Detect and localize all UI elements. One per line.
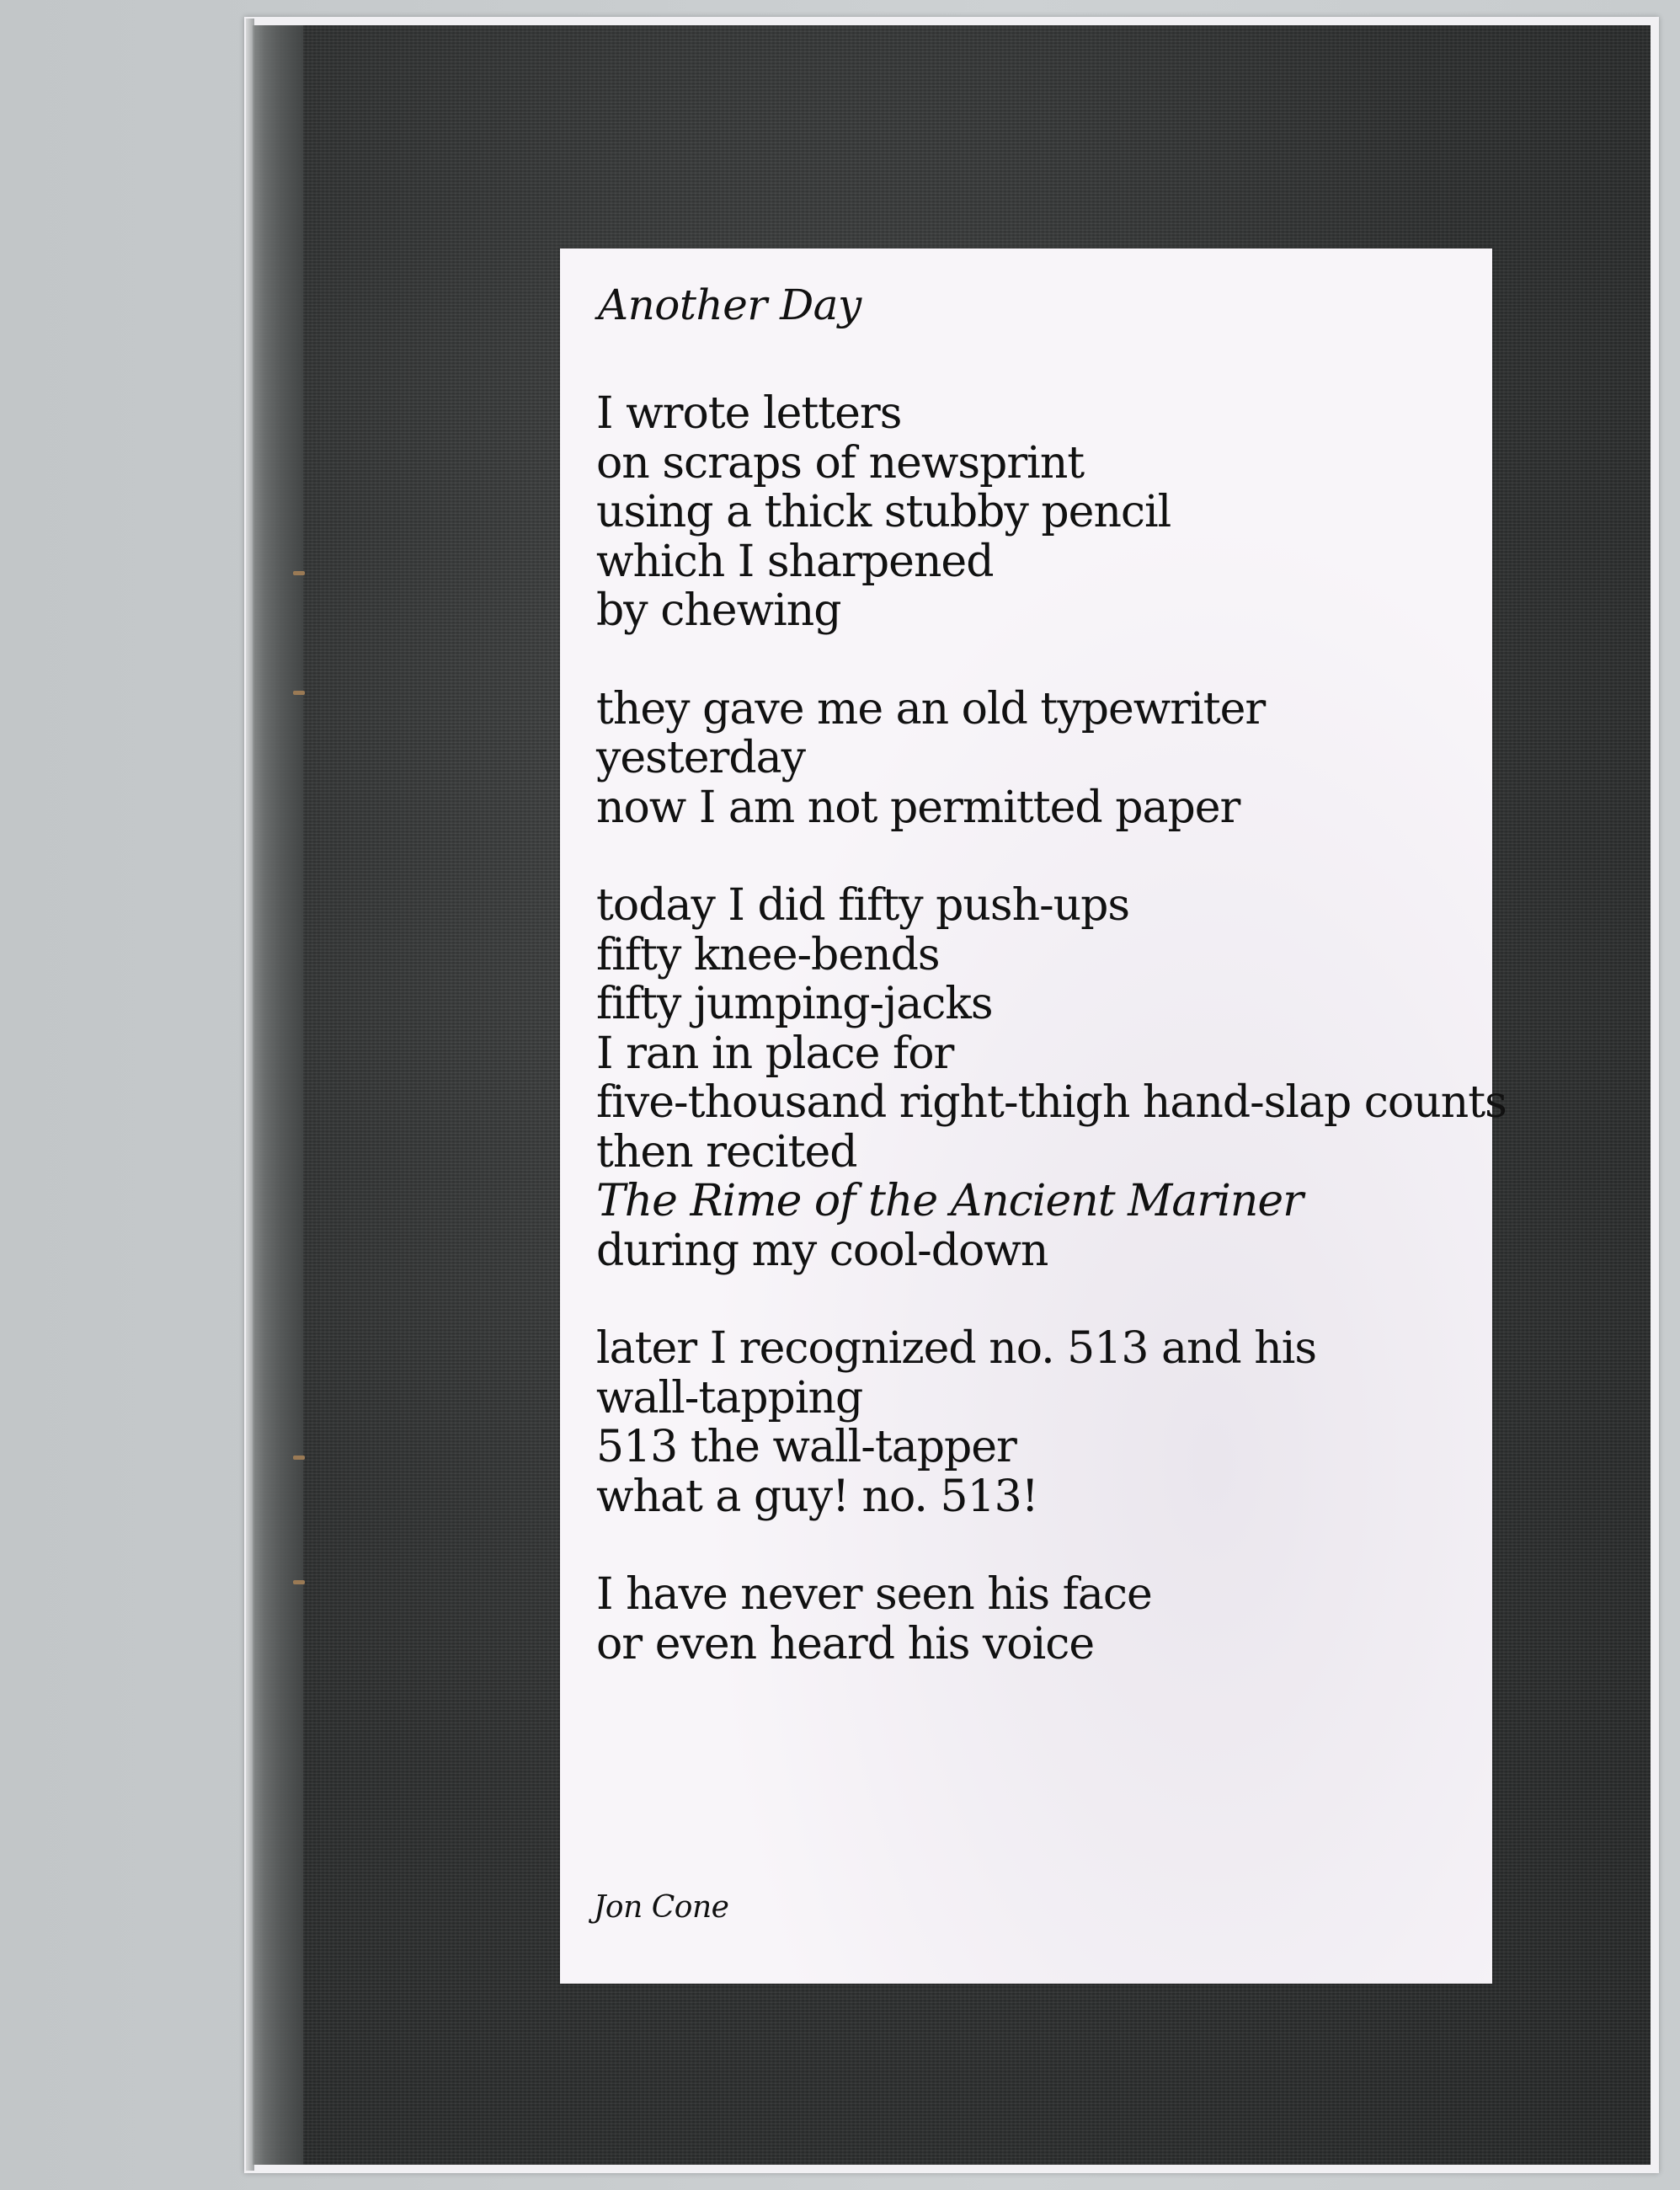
staple [293, 1580, 305, 1584]
poem-line: using a thick stubby pencil [596, 487, 1171, 537]
poem-line: later I recognized no. 513 and his [596, 1323, 1317, 1374]
poem-line: by chewing [596, 585, 841, 636]
poem-line: fifty knee-bends [596, 929, 940, 980]
poem-line: 513 the wall-tapper [596, 1422, 1016, 1472]
poem-body [596, 388, 1507, 1717]
poem-line: they gave me an old typewriter [596, 683, 1266, 734]
poem-title: Another Day [598, 280, 861, 329]
poem-line: during my cool-down [596, 1225, 1048, 1276]
poem-line: or even heard his voice [596, 1618, 1095, 1669]
staple [293, 691, 305, 695]
poem-line: on scraps of newsprint [596, 437, 1085, 489]
poem-line: fifty jumping-jacks [596, 979, 993, 1029]
poem-line: wall-tapping [596, 1372, 863, 1424]
staple [293, 571, 305, 575]
poem-line: five-thousand right-thigh hand-slap counts [596, 1077, 1507, 1128]
stanza-2 [596, 685, 1480, 833]
poem-line-italic-title: The Rime of the Ancient Mariner [596, 1176, 1303, 1226]
poem-line: I wrote letters [596, 388, 902, 439]
staple [293, 1456, 305, 1460]
stanza-1 [596, 389, 1480, 636]
stanza-5 [596, 1570, 1480, 1669]
booklet-spine [253, 25, 303, 2165]
poem-line: today I did fifty push-ups [596, 880, 1130, 931]
stanza-4 [596, 1324, 1480, 1521]
poem-line: which I sharpened [596, 536, 994, 587]
poem-author: Jon Cone [594, 1890, 729, 1925]
stanza-3 [596, 880, 1507, 1276]
poem-line: I ran in place for [596, 1028, 954, 1079]
poem-line: then recited [596, 1126, 857, 1178]
poem-line: yesterday [596, 733, 806, 783]
poem-line: what a guy! no. 513! [596, 1471, 1038, 1522]
poem-line: I have never seen his face [596, 1569, 1152, 1620]
poem-line: now I am not permitted paper [596, 782, 1240, 833]
